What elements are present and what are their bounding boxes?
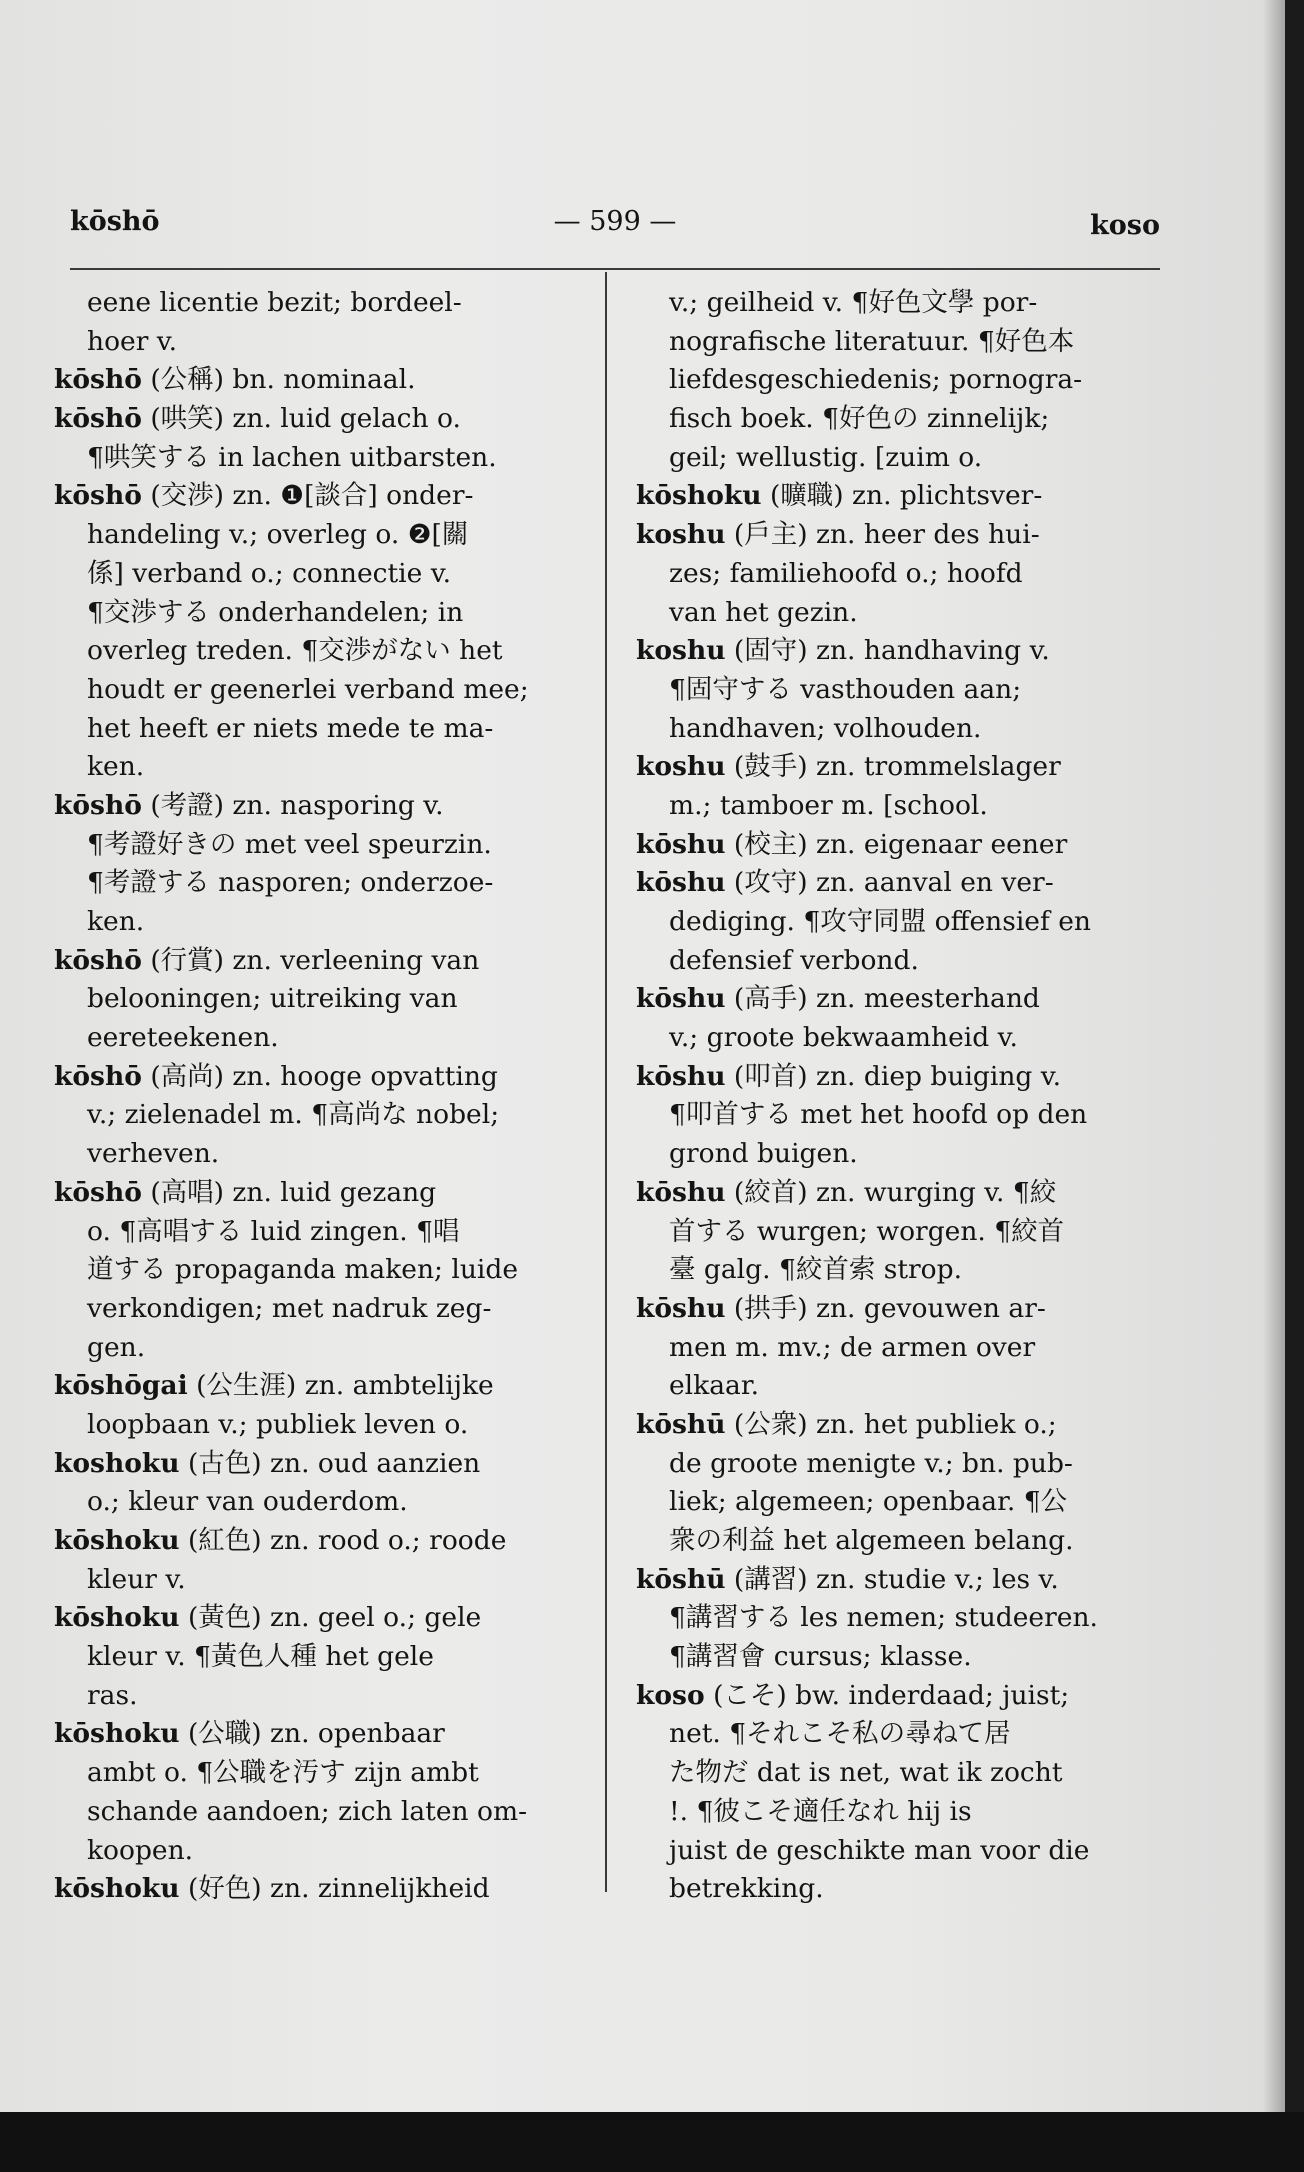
dictionary-line: 係] verband o.; connectie v. [87,557,451,589]
headword: koso [636,1679,705,1711]
page-header [70,206,1160,256]
dictionary-line: handhaven; volhouden. [669,712,982,744]
dictionary-line: 衆の利益 het algemeen belang. [669,1525,1074,1556]
dictionary-line: kōshoku (紅色) zn. rood o.; roode [54,1525,507,1556]
dictionary-line: grond buigen. [669,1138,858,1170]
dictionary-line: ¶交渉する onderhandelen; in [87,596,464,628]
dictionary-line: houdt er geenerlei verband mee; [87,673,529,705]
headword: kōshō [54,364,142,396]
dictionary-line: kōshō (公稱) bn. nominaal. [54,364,416,396]
dictionary-line: hoer v. [87,325,178,357]
dictionary-line: ambt o. ¶公職を汚す zijn ambt [87,1757,479,1789]
dictionary-line: juist de geschikte man voor die [669,1834,1090,1866]
headword: kōshu [636,1292,726,1324]
headword: kōshō [54,1060,142,1092]
dictionary-line: eereteekenen. [87,1022,279,1054]
dictionary-line: koshu (鼓手) zn. trommelslager [636,751,1061,783]
headword: koshu [636,635,726,667]
headword: kōshu [636,983,726,1015]
dictionary-line: koshu (戶主) zn. heer des hui- [636,519,1040,551]
dictionary-line: kōshu (絞首) zn. wurging v. ¶絞 [636,1176,1057,1208]
dictionary-line: verheven. [87,1138,220,1170]
headword: kōshū [636,1563,726,1595]
dictionary-line: overleg treden. ¶交渉がない het [87,635,503,667]
dictionary-line: defensief verbond. [669,944,919,976]
dictionary-line: m.; tamboer m. [school. [669,789,988,821]
dictionary-line: ¶講習會 cursus; klasse. [669,1641,972,1673]
headword: kōshoku [54,1873,180,1905]
dictionary-line: kōshoku (曠職) zn. plichtsver- [636,480,1043,512]
dictionary-line: !. ¶彼こそ適任なれ hij is [669,1795,972,1827]
dictionary-line: belooningen; uitreiking van [87,983,458,1015]
headword: kōshoku [54,1525,180,1556]
dictionary-line: koshoku (古色) zn. oud aanzien [54,1447,481,1479]
dictionary-line: handeling v.; overleg o. ❷[關 [87,519,469,551]
right-running-head: koso [1090,210,1160,241]
dictionary-line: men m. mv.; de armen over [669,1331,1036,1363]
dictionary-line: o. ¶高唱する luid zingen. ¶唱 [87,1215,460,1247]
headword: kōshu [636,1060,726,1092]
dictionary-line: kōshō (交渉) zn. ❶[談合] onder- [54,480,474,512]
headword: kōshoku [636,480,762,512]
dictionary-line: kōshō (考證) zn. nasporing v. [54,789,444,821]
dictionary-line: schande aandoen; zich laten om- [87,1795,528,1827]
dictionary-line: ¶講習する les nemen; studeeren. [669,1602,1098,1634]
dictionary-line: o.; kleur van ouderdom. [87,1486,408,1518]
dictionary-line: 臺 galg. ¶絞首索 strop. [669,1254,963,1286]
dictionary-line: ¶固守する vasthouden aan; [669,673,1022,705]
column-divider [605,272,607,1892]
dictionary-line: ken. [87,751,145,783]
dictionary-line: た物だ dat is net, wat ik zocht [669,1757,1063,1789]
dictionary-line: ¶考證する nasporen; onderzoe- [87,867,494,899]
dictionary-line: kōshoku (好色) zn. zinnelijkheid [54,1873,490,1905]
page-edge-shadow [1263,0,1285,2112]
dictionary-line: betrekking. [669,1873,824,1905]
right-column [636,284,1161,1909]
dictionary-line: fisch boek. ¶好色の zinnelijk; [669,403,1050,435]
dictionary-line: de groote menigte v.; bn. pub- [669,1447,1073,1479]
headword: kōshō [54,403,142,435]
dictionary-line: kōshō (哄笑) zn. luid gelach o. [54,403,461,435]
dictionary-line: kōshō (高唱) zn. luid gezang [54,1176,437,1208]
headword: kōshu [636,1176,726,1208]
dictionary-line: ras. [87,1679,138,1711]
dictionary-line: dediging. ¶攻守同盟 offensief en [669,906,1091,937]
dictionary-line: ¶考證好きの met veel speurzin. [87,828,492,860]
dictionary-line: kleur v. ¶黃色人種 het gele [87,1641,434,1673]
dictionary-line: koso (こそ) bw. inderdaad; juist; [636,1679,1070,1711]
dictionary-line: van het gezin. [669,596,858,628]
dictionary-line: eene licentie bezit; bordeel- [87,287,462,318]
page-number: — 599 — [553,206,677,237]
dictionary-line: ken. [87,906,145,937]
headword: kōshoku [54,1602,180,1634]
dictionary-line: nografische literatuur. ¶好色本 [669,325,1075,357]
dictionary-line: v.; zielenadel m. ¶高尚な nobel; [87,1099,500,1131]
dictionary-line: liefdesgeschiedenis; pornogra- [669,364,1083,396]
dictionary-line: kōshō (行賞) zn. verleening van [54,944,480,976]
headword: kōshō [54,480,142,512]
left-column [54,284,589,1909]
headword: koshu [636,519,726,551]
dictionary-line: kōshu (叩首) zn. diep buiging v. [636,1060,1062,1092]
headword: kōshō [54,1176,142,1208]
dictionary-line: kleur v. [87,1563,186,1595]
dictionary-line: loopbaan v.; publiek leven o. [87,1408,469,1440]
headword: kōshu [636,828,726,860]
headword: kōshōgai [54,1370,188,1402]
dictionary-line: liek; algemeen; openbaar. ¶公 [669,1486,1068,1518]
dictionary-line: kōshōgai (公生涯) zn. ambtelijke [54,1370,494,1402]
dictionary-line: het heeft er niets mede te ma- [87,712,494,744]
dictionary-line: verkondigen; met nadruk zeg- [87,1292,492,1324]
dictionary-line: v.; geilheid v. ¶好色文學 por- [669,287,1038,318]
left-running-head: kōshō [70,206,160,237]
headword: kōshō [54,944,142,976]
dictionary-line: ¶哄笑する in lachen uitbarsten. [87,441,497,473]
dictionary-line: ¶叩首する met het hoofd op den [669,1099,1088,1131]
dictionary-line: kōshoku (黃色) zn. geel o.; gele [54,1602,482,1634]
dictionary-line: kōshu (高手) zn. meesterhand [636,983,1040,1015]
dictionary-line: kōshū (公衆) zn. het publiek o.; [636,1408,1057,1440]
dictionary-line: net. ¶それこそ私の尋ねて居 [669,1718,1011,1750]
dictionary-line: kōshu (攻守) zn. aanval en ver- [636,867,1054,899]
dictionary-line: zes; familiehoofd o.; hoofd [669,557,1023,589]
dictionary-line: kōshu (校主) zn. eigenaar eener [636,828,1068,860]
scan-background [0,2112,1304,2172]
dictionary-line: koopen. [87,1834,194,1866]
dictionary-line: geil; wellustig. [zuim o. [669,441,983,473]
headword: kōshō [54,789,142,821]
dictionary-line: kōshu (拱手) zn. gevouwen ar- [636,1292,1046,1324]
dictionary-line: v.; groote bekwaamheid v. [669,1022,1018,1054]
dictionary-line: gen. [87,1331,146,1363]
headword: koshoku [54,1447,180,1479]
dictionary-line: 首する wurgen; worgen. ¶絞首 [669,1215,1065,1247]
header-rule [70,268,1160,270]
headword: kōshoku [54,1718,180,1750]
dictionary-line: 道する propaganda maken; luide [87,1254,519,1286]
dictionary-line: elkaar. [669,1370,759,1402]
dictionary-line: kōshoku (公職) zn. openbaar [54,1718,445,1750]
headword: kōshu [636,867,726,899]
dictionary-line: koshu (固守) zn. handhaving v. [636,635,1050,667]
headword: koshu [636,751,726,783]
dictionary-line: kōshū (講習) zn. studie v.; les v. [636,1563,1059,1595]
dictionary-line: kōshō (高尚) zn. hooge opvatting [54,1060,498,1092]
headword: kōshū [636,1408,726,1440]
